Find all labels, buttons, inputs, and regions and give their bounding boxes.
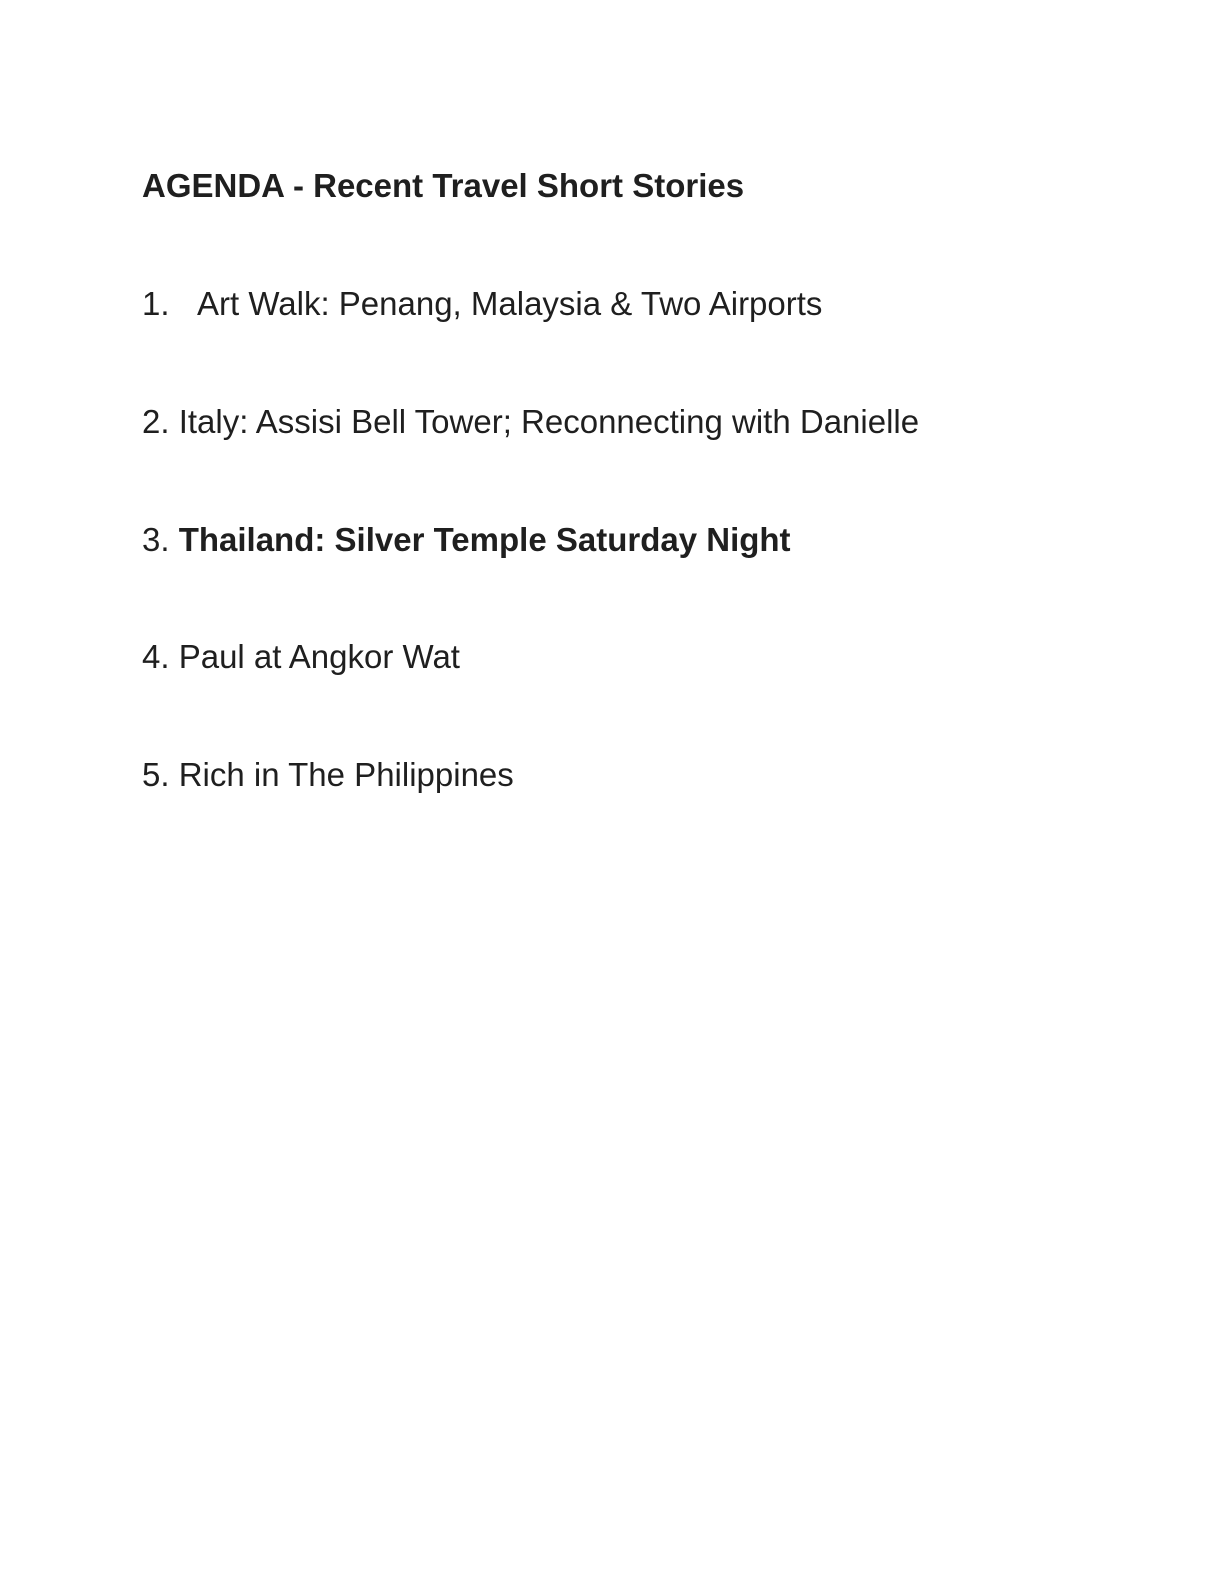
list-item (142, 284, 822, 324)
item-number: 2. (142, 403, 170, 440)
page-title: AGENDA - Recent Travel Short Stories (142, 167, 745, 204)
item-number: 5. (142, 756, 170, 793)
item-number: 4. (142, 638, 170, 675)
item-text: Italy: Assisi Bell Tower; Reconnecting with Danielle (178, 403, 920, 440)
list-item (142, 755, 514, 795)
item-number: 1. (142, 285, 170, 322)
item-text: Rich in The Philippines (178, 756, 514, 793)
list-item (142, 520, 791, 560)
list-item (142, 637, 460, 677)
item-text: Art Walk: Penang, Malaysia & Two Airports (197, 285, 823, 322)
item-text: Thailand: Silver Temple Saturday Night (178, 521, 791, 558)
list-item (142, 402, 919, 442)
item-text: Paul at Angkor Wat (178, 638, 460, 675)
item-number: 3. (142, 521, 170, 558)
